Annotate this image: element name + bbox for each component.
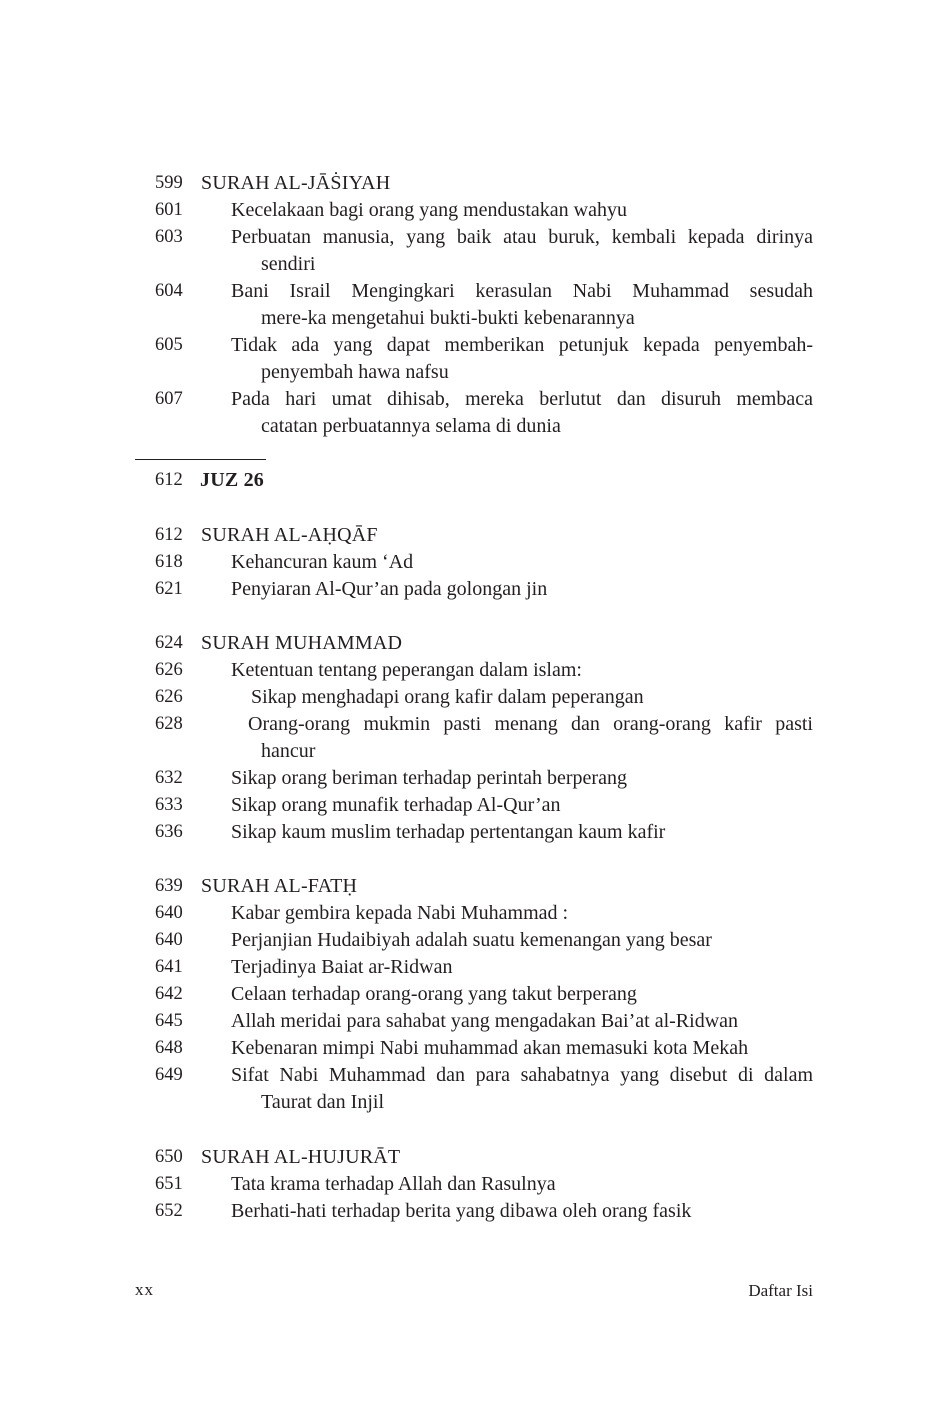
page-number: 636: [155, 822, 183, 842]
entry-text: Pada hari umat dihisab, mereka berlutut dan disuruh membaca: [231, 388, 813, 410]
toc-entry: [0, 981, 946, 1008]
entry-text: Kecelakaan bagi orang yang mendustakan wahyu: [231, 199, 627, 221]
juz-heading: [0, 467, 946, 494]
page-number: 626: [155, 660, 183, 680]
toc-entry: [0, 197, 946, 224]
entry-text: Terjadinya Baiat ar-Ridwan: [231, 956, 453, 978]
page-number: 604: [155, 281, 183, 301]
toc-entry: [0, 927, 946, 954]
toc-entry: [0, 1198, 946, 1225]
toc-entry: [0, 1035, 946, 1062]
page-number: 632: [155, 768, 183, 788]
surah-title: SURAH MUHAMMAD: [201, 632, 403, 654]
page-number: 628: [155, 714, 183, 734]
toc-entry: [0, 765, 946, 792]
entry-text: Allah meridai para sahabat yang mengadakan Bai’at al-Ridwan: [231, 1010, 739, 1032]
toc-entry: [0, 819, 946, 846]
entry-text: Penyiaran Al-Qur’an pada golongan jin: [231, 578, 548, 600]
entry-text: Orang-orang mukmin pasti menang dan orang-orang kafir pasti: [248, 713, 813, 735]
entry-text: hancur: [261, 740, 316, 762]
footer-page-number: xx: [135, 1280, 154, 1299]
toc-entry: [0, 1171, 946, 1198]
entry-text: Tidak ada yang dapat memberikan petunjuk kepada penyembah-: [231, 334, 813, 356]
page-number: 651: [155, 1174, 183, 1194]
entry-text: Celaan terhadap orang-orang yang takut berperang: [231, 983, 637, 1005]
toc-entry: [0, 1062, 946, 1089]
surah-title: SURAH AL-FATḤ: [201, 875, 358, 897]
page-number: 641: [155, 957, 183, 977]
page-number: 640: [155, 930, 183, 950]
page-number: 599: [155, 173, 183, 193]
toc-entry: [0, 657, 946, 684]
toc-entry-continuation: [0, 1089, 946, 1116]
entry-text: Kabar gembira kepada Nabi Muhammad :: [231, 902, 569, 924]
entry-text: Sifat Nabi Muhammad dan para sahabatnya yang disebut di dalam: [231, 1064, 813, 1086]
page-number: 645: [155, 1011, 183, 1031]
toc-entry: [0, 954, 946, 981]
page-number: 612: [155, 525, 183, 545]
page-number: 601: [155, 200, 183, 220]
entry-text: Berhati-hati terhadap berita yang dibawa oleh orang fasik: [231, 1200, 692, 1222]
page-number: 603: [155, 227, 183, 247]
entry-text: Sikap orang munafik terhadap Al-Qur’an: [231, 794, 561, 816]
toc-entry-continuation: [0, 251, 946, 278]
entry-text: Kehancuran kaum ‘Ad: [231, 551, 414, 573]
page-number: 648: [155, 1038, 183, 1058]
entry-text: Perbuatan manusia, yang baik atau buruk, kembali kepada dirinya: [231, 226, 813, 248]
entry-text: mere-ka mengetahui bukti-bukti kebenarannya: [261, 307, 635, 329]
footer-section-title: Daftar Isi: [748, 1281, 813, 1300]
page-number: 607: [155, 389, 183, 409]
toc-entry: [0, 549, 946, 576]
toc-subentry: [0, 711, 946, 738]
toc-entry: [0, 278, 946, 305]
surah-heading: [0, 522, 946, 549]
toc-entry: [0, 900, 946, 927]
entry-text: Taurat dan Injil: [261, 1091, 384, 1113]
surah-title: SURAH AL-HUJURĀT: [201, 1146, 401, 1168]
toc-entry: [0, 792, 946, 819]
page-number: 621: [155, 579, 183, 599]
entry-text: Sikap menghadapi orang kafir dalam peperangan: [251, 686, 644, 708]
page-number: 633: [155, 795, 183, 815]
page-number: 639: [155, 876, 183, 896]
page-number: 650: [155, 1147, 183, 1167]
page-number: 612: [155, 470, 183, 490]
surah-heading: [0, 1144, 946, 1171]
toc-entry: [0, 1008, 946, 1035]
toc-entry: [0, 332, 946, 359]
page-number: 626: [155, 687, 183, 707]
surah-heading: [0, 170, 946, 197]
entry-text: Sikap orang beriman terhadap perintah berperang: [231, 767, 627, 789]
surah-heading: [0, 630, 946, 657]
entry-text: Tata krama terhadap Allah dan Rasulnya: [231, 1173, 556, 1195]
toc-subentry: [0, 684, 946, 711]
surah-heading: [0, 873, 946, 900]
surah-title: SURAH AL-AḤQĀF: [201, 524, 378, 546]
section-divider: [135, 459, 266, 460]
entry-text: Bani Israil Mengingkari kerasulan Nabi Muhammad sesudah: [231, 280, 813, 302]
entry-text: sendiri: [261, 253, 316, 275]
toc-entry-continuation: [0, 359, 946, 386]
toc-entry-continuation: [0, 413, 946, 440]
entry-text: Kebenaran mimpi Nabi muhammad akan memasuki kota Mekah: [231, 1037, 749, 1059]
toc-entry: [0, 224, 946, 251]
juz-title: JUZ 26: [200, 469, 264, 491]
page-number: 618: [155, 552, 183, 572]
entry-text: Sikap kaum muslim terhadap pertentangan kaum kafir: [231, 821, 666, 843]
page-number: 642: [155, 984, 183, 1004]
surah-title: SURAH AL-JĀṠIYAH: [201, 172, 391, 194]
toc-entry-continuation: [0, 305, 946, 332]
entry-text: Ketentuan tentang peperangan dalam islam:: [231, 659, 582, 681]
entry-text: penyembah hawa nafsu: [261, 361, 449, 383]
page-number: 649: [155, 1065, 183, 1085]
page-number: 624: [155, 633, 183, 653]
toc-entry: [0, 386, 946, 413]
toc-entry-continuation: [0, 738, 946, 765]
page-number: 640: [155, 903, 183, 923]
entry-text: catatan perbuatannya selama di dunia: [261, 415, 561, 437]
toc-entry: [0, 576, 946, 603]
page-number: 652: [155, 1201, 183, 1221]
page-number: 605: [155, 335, 183, 355]
entry-text: Perjanjian Hudaibiyah adalah suatu kemenangan yang besar: [231, 929, 712, 951]
